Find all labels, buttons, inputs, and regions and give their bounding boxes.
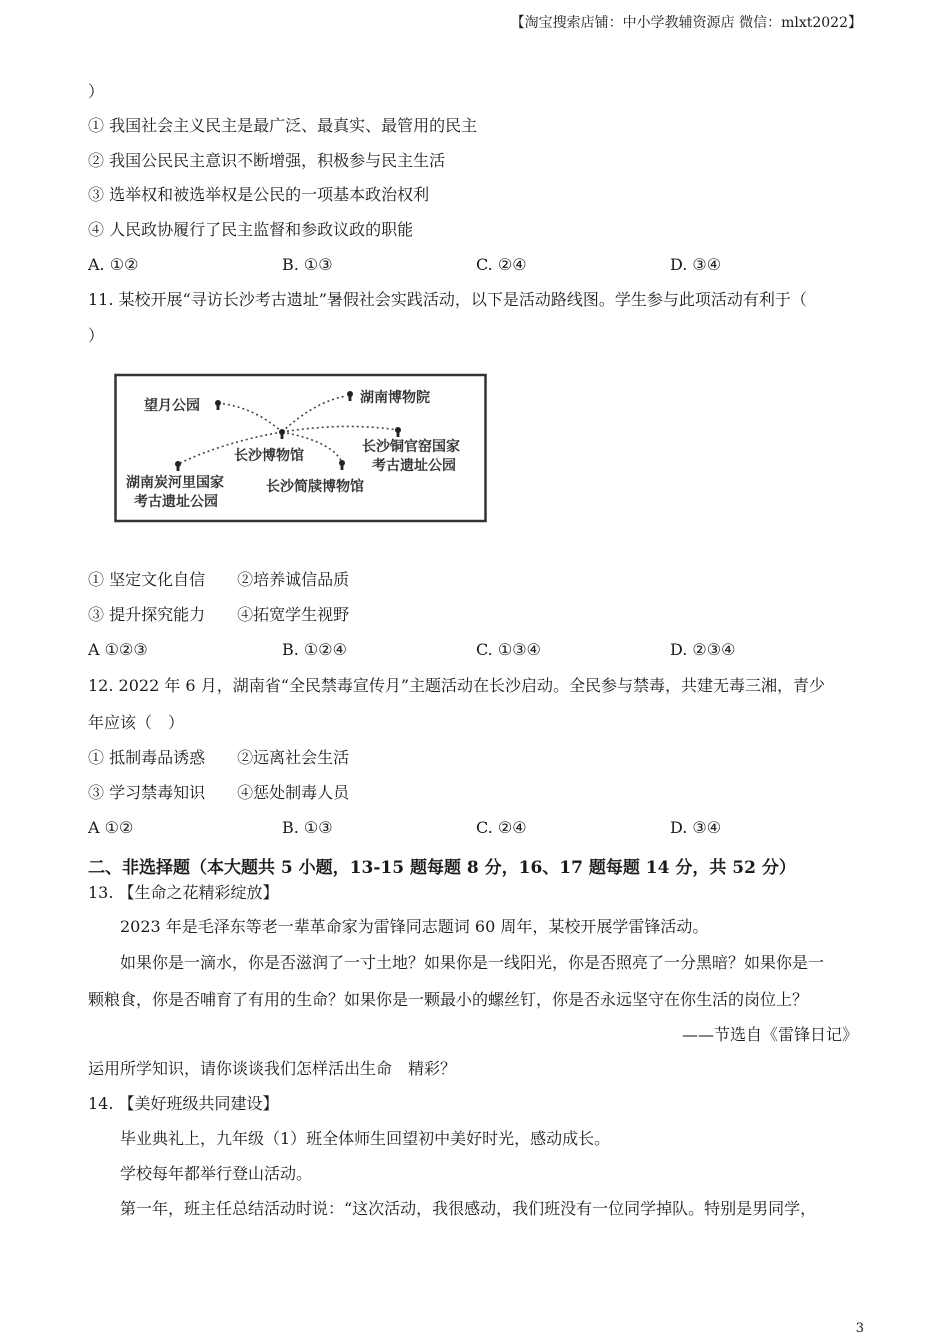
q12-item-2: ③ 学习禁毒知识 ④惩处制毒人员 [88,783,350,802]
q10-option-c: C. ②④ [476,255,527,274]
q10-item-1: ① 我国社会主义民主是最广泛、最真实、最管用的民主 [88,116,478,135]
q12-option-a: A ①② [88,818,134,837]
q14-title: 14. 【美好班级共同建设】 [88,1094,279,1113]
q13-para-2a: 如果你是一滴水，你是否滋润了一寸土地？如果你是一线阳光，你是否照亮了一分黑暗？如果你是一 [120,953,825,972]
q13-question: 运用所学知识，请你谈谈我们怎样活出生命 精彩？ [88,1059,457,1078]
q10-paren: ） [88,82,105,101]
section-two-heading: 二、非选择题（本大题共 5 小题，13-15 题每题 8 分，16、17 题每题 14 分，共 52 分） [88,858,796,878]
q11-option-b: B. ①②④ [282,640,347,659]
q10-item-2: ② 我国公民民主意识不断增强，积极参与民主生活 [88,151,446,170]
q12-item-1: ① 抵制毒品诱惑 ②远离社会生活 [88,748,350,767]
q13-para-1: 2023 年是毛泽东等老一辈革命家为雷锋同志题词 60 周年，某校开展学雷锋活动。 [120,917,709,936]
map-label-tongguan-2: 考古遗址公园 [372,458,456,474]
page-header: 【淘宝搜索店铺：中小学教辅资源店 微信：mlxt2022】 [510,15,862,31]
q11-option-c: C. ①③④ [476,640,541,659]
q13-title: 13. 【生命之花精彩绽放】 [88,883,279,902]
map-label-tanhe-1: 湖南炭河里国家 [126,475,224,491]
map-label-tongguan-1: 长沙铜官窑国家 [362,439,460,455]
route-map [114,372,488,526]
q10-option-b: B. ①③ [282,255,333,274]
map-label-tanhe-2: 考古遗址公园 [134,494,218,510]
map-label-hunan-museum: 湖南博物院 [360,390,430,406]
q14-para-1: 毕业典礼上，九年级（1）班全体师生回望初中美好时光，感动成长。 [120,1129,611,1148]
q11-option-a: A ①②③ [88,640,148,659]
q14-para-3: 第一年，班主任总结活动时说：“这次活动，我很感动，我们班没有一位同学掉队。特别是男同学， [120,1199,817,1218]
q12-stem-2: 年应该（ ） [88,713,185,732]
q10-option-d: D. ③④ [670,255,722,274]
q11-item-1: ① 坚定文化自信 ②培养诚信品质 [88,570,350,589]
q11-paren: ） [88,326,105,345]
q10-item-3: ③ 选举权和被选举权是公民的一项基本政治权利 [88,185,430,204]
q11-option-d: D. ②③④ [670,640,736,659]
q12-option-c: C. ②④ [476,818,527,837]
q13-source: ——节选自《雷锋日记》 [681,1025,858,1044]
page-number: 3 [855,1321,864,1336]
q13-para-2b: 颗粮食，你是否哺育了有用的生命？如果你是一颗最小的螺丝钉，你是否永远坚守在你生活的岗位上？ [88,990,809,1009]
q11-item-2: ③ 提升探究能力 ④拓宽学生视野 [88,605,350,624]
q10-option-a: A. ①② [88,255,139,274]
q14-para-2: 学校每年都举行登山活动。 [120,1164,313,1183]
q12-option-b: B. ①③ [282,818,333,837]
q11-stem: 11. 某校开展“寻访长沙考古遗址”暑假社会实践活动，以下是活动路线图。学生参与此项活动有利于（ [88,290,807,309]
map-label-wangyue: 望月公园 [144,398,200,414]
q12-stem-1: 12. 2022 年 6 月，湖南省“全民禁毒宣传月”主题活动在长沙启动。全民参与禁毒，共建无毒三湘，青少 [88,676,826,695]
map-label-changsha-museum: 长沙博物馆 [234,448,304,464]
map-label-jiandu: 长沙简牍博物馆 [266,479,364,495]
q10-item-4: ④ 人民政协履行了民主监督和参政议政的职能 [88,220,414,239]
q12-option-d: D. ③④ [670,818,722,837]
